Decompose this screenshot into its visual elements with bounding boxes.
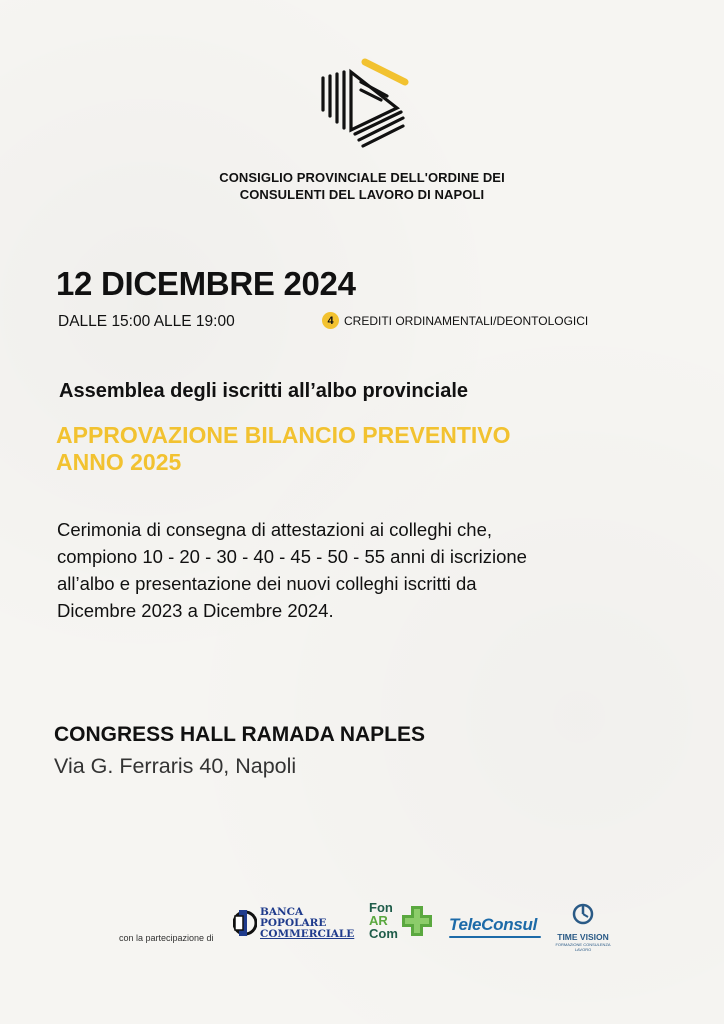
approval-heading xyxy=(56,422,676,476)
bpc-line: COMMERCIALE xyxy=(260,927,355,940)
organization-name-line2: CONSULENTI DEL LAVORO DI NAPOLI xyxy=(239,187,485,202)
ceremony-description xyxy=(57,516,677,624)
assembly-heading: Assemblea degli iscritti all’albo provinciale xyxy=(59,380,469,402)
fonarcom-line: AR xyxy=(369,913,388,928)
time-vision-name: TIME VISION xyxy=(557,932,609,942)
fonarcom-line: Com xyxy=(369,926,398,941)
credits-count-badge: 4 xyxy=(322,312,339,329)
fonarcom-logo xyxy=(369,901,434,940)
organization-name-line1: CONSIGLIO PROVINCIALE DELL'ORDINE DEI xyxy=(219,170,505,185)
description-line: Dicembre 2023 a Dicembre 2024. xyxy=(57,600,334,621)
fonarcom-line: Fon xyxy=(369,900,393,915)
fonarcom-text xyxy=(369,901,398,940)
clock-icon xyxy=(572,903,594,925)
description-line: all’albo e presentazione dei nuovi colleghi iscritti da xyxy=(57,573,477,594)
bpc-line: POPOLARE xyxy=(260,916,327,929)
green-cross-icon xyxy=(400,904,434,938)
time-vision-logo xyxy=(552,903,614,952)
teleconsul-underline xyxy=(449,936,541,938)
bpc-emblem-icon xyxy=(233,906,257,940)
bpc-line: BANCA xyxy=(260,905,304,918)
ordine-logo-icon xyxy=(315,56,410,151)
event-date: 12 DICEMBRE 2024 xyxy=(56,265,356,302)
time-from-label: DALLE xyxy=(58,313,108,330)
partners-label: con la partecipazione di xyxy=(119,933,214,943)
venue-address: Via G. Ferraris 40, Napoli xyxy=(54,754,297,778)
time-to: 19:00 xyxy=(195,313,235,330)
time-to-label: ALLE xyxy=(153,313,192,330)
credits-info xyxy=(322,312,588,329)
time-vision-tagline: FORMAZIONE CONSULENZA LAVORO xyxy=(555,942,611,952)
description-line: Cerimonia di consegna di attestazioni ai colleghi che, xyxy=(57,519,493,540)
teleconsul-logo: TeleConsul xyxy=(449,915,537,934)
approval-line1: APPROVAZIONE BILANCIO PREVENTIVO xyxy=(56,422,511,448)
bpc-text xyxy=(260,907,354,940)
approval-line2: ANNO 2025 xyxy=(56,449,182,475)
venue-name: CONGRESS HALL RAMADA NAPLES xyxy=(54,723,426,746)
banca-popolare-commerciale-logo xyxy=(233,906,354,940)
description-line: compiono 10 - 20 - 30 - 40 - 45 - 50 - 55 anni di iscrizione xyxy=(57,546,527,567)
credits-label: CREDITI ORDINAMENTALI/DEONTOLOGICI xyxy=(344,313,589,328)
time-from: 15:00 xyxy=(111,313,151,330)
event-time xyxy=(58,313,235,331)
